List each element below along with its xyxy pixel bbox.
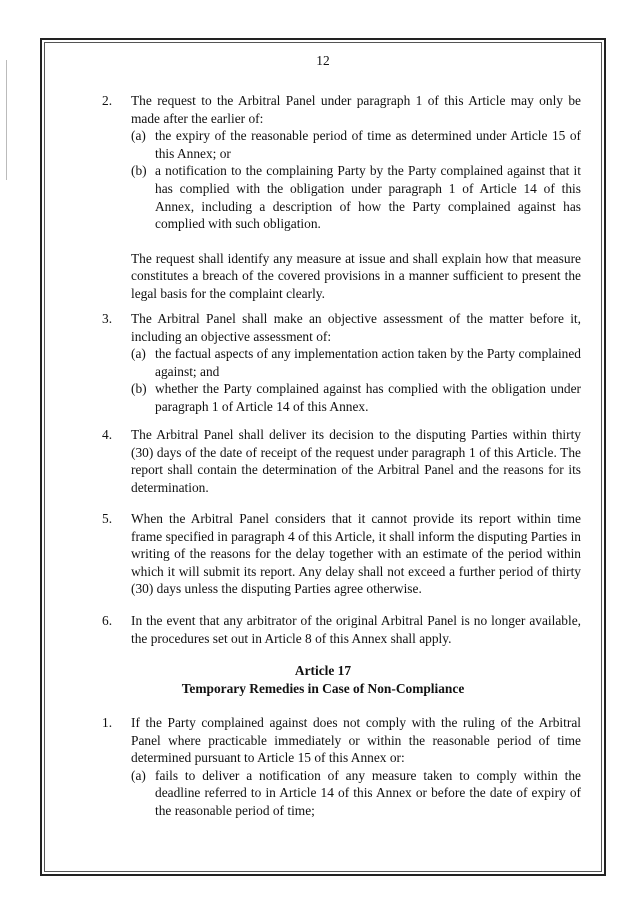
- paragraph-closing: The request shall identify any measure at issue and shall explain how that measure constitutes a breach of the covered provisions in a manner sufficient to present the legal basis for the complaint clearly.: [131, 250, 581, 301]
- list-item-text: fails to deliver a notification of any measure taken to comply within the deadline referred to in Article 14 of this Annex or before the date of expiry of the reasonable period of time;: [155, 767, 581, 818]
- paragraph-intro: The request to the Arbitral Panel under paragraph 1 of this Article may only be made after the earlier of:: [131, 93, 581, 126]
- paragraph-number: 5.: [102, 511, 113, 526]
- paragraph-body: [131, 714, 581, 820]
- list-item: [131, 767, 581, 820]
- paragraph-body: [131, 92, 581, 303]
- list-item-text: whether the Party complained against has complied with the obligation under paragraph 1 of Article 14 of this Annex.: [155, 381, 581, 414]
- list-item: [131, 345, 581, 380]
- list-item-text: a notification to the complaining Party by the Party complained against that it has complied with the obligation under paragraph 1 of Article 14 of this Annex, including a description of how the Party complained against has complied with such obligation.: [155, 163, 581, 232]
- list-item-label: (a): [131, 767, 146, 783]
- list-item-label: (b): [131, 163, 147, 179]
- list-item-label: (a): [131, 128, 146, 144]
- list-item-text: the factual aspects of any implementation action taken by the Party complained against; and: [155, 346, 581, 379]
- paragraph-number: 3.: [102, 311, 113, 326]
- list-item-label: (b): [131, 381, 147, 397]
- paragraph-number: 4.: [102, 427, 113, 442]
- paragraph-intro: If the Party complained against does not comply with the ruling of the Arbitral Panel where practicable immediately or within the reasonable period of time determined pursuant to Article 15 of this Annex or:: [131, 715, 581, 766]
- paragraph-intro: The Arbitral Panel shall make an objective assessment of the matter before it, including an objective assessment of:: [131, 311, 581, 344]
- paragraph-body: The Arbitral Panel shall deliver its decision to the disputing Parties within thirty (30) days of the date of receipt of the request under paragraph 1 of this Article. The report shall contain the determination of the Arbitral Panel and the reasons for its determination.: [131, 427, 581, 495]
- article-title-heading: Temporary Remedies in Case of Non-Compliance: [181, 681, 465, 696]
- list-item: [131, 127, 581, 162]
- list-item: [131, 380, 581, 415]
- paragraph-number: 1.: [102, 715, 113, 730]
- list-item-label: (a): [131, 346, 146, 362]
- page-content: [44, 42, 602, 872]
- list-item: [131, 162, 581, 232]
- paragraph-body: [131, 310, 581, 416]
- paragraph-body: When the Arbitral Panel considers that it cannot provide its report within time frame specified in paragraph 4 of this Article, it shall inform the disputing Parties in writing of the reasons for the delay together with an estimate of the period within which it will submit its report. Any delay shall not exceed a further period of thirty (30) days unless the disputing Parties agree otherwise.: [131, 511, 581, 597]
- paragraph-body: In the event that any arbitrator of the original Arbitral Panel is no longer available, the procedures set out in Article 8 of this Annex shall apply.: [131, 613, 581, 646]
- paragraph-number: 6.: [102, 613, 113, 628]
- scan-edge-mark: [6, 60, 7, 180]
- page-number: 12: [316, 53, 330, 68]
- list-item-text: the expiry of the reasonable period of time as determined under Article 15 of this Annex; or: [155, 128, 581, 161]
- article-number-heading: Article 17: [294, 663, 352, 678]
- paragraph-number: 2.: [102, 93, 113, 108]
